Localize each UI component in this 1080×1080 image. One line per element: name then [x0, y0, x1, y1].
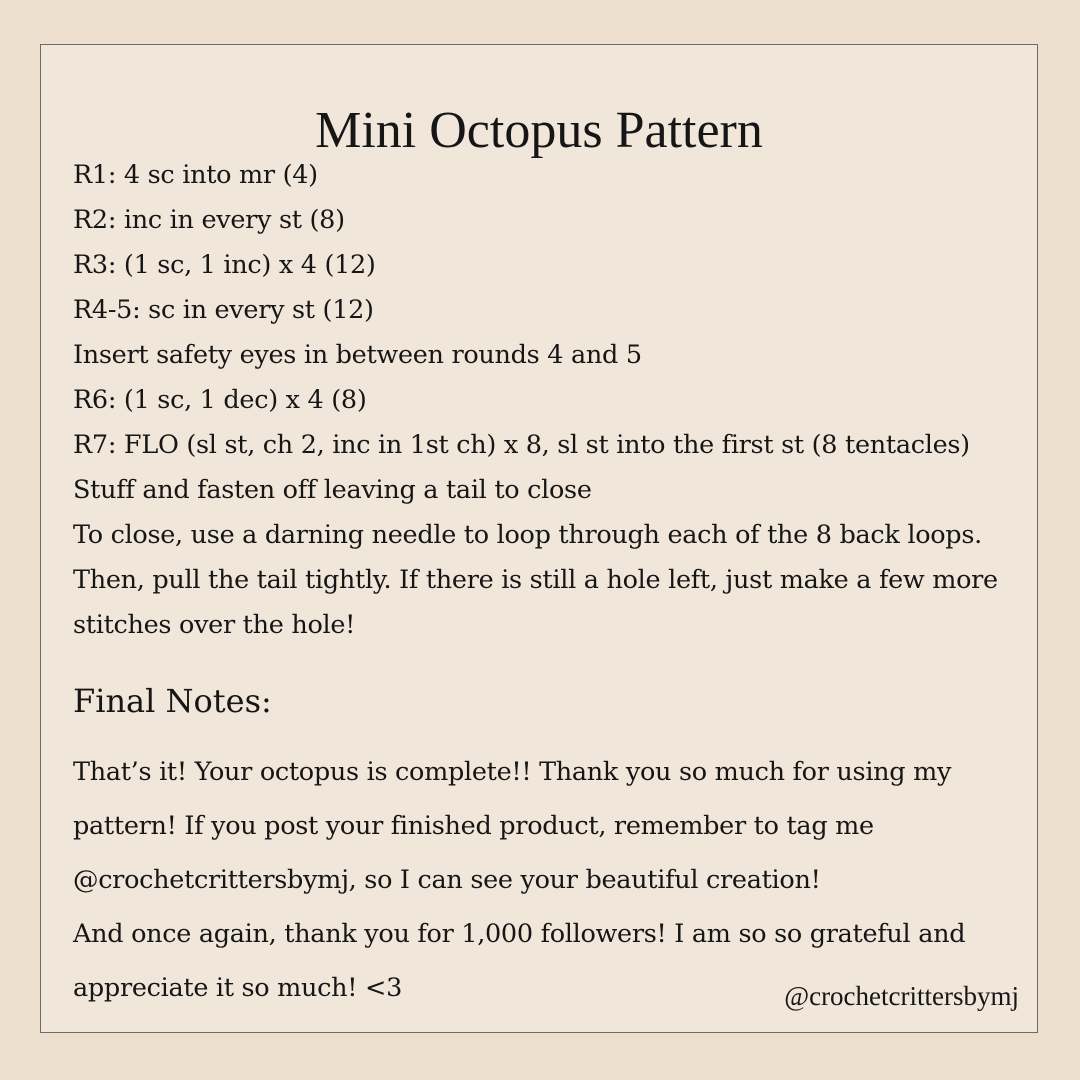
pattern-card: [40, 44, 1038, 1033]
pattern-step: R1: 4 sc into mr (4): [73, 160, 318, 190]
final-notes-list: [73, 745, 965, 1015]
pattern-step: Stuff and fasten off leaving a tail to close: [73, 475, 592, 505]
pattern-step: R3: (1 sc, 1 inc) x 4 (12): [73, 250, 376, 280]
final-notes-heading: Final Notes:: [73, 682, 272, 720]
pattern-steps-list: [73, 153, 998, 648]
pattern-step: R7: FLO (sl st, ch 2, inc in 1st ch) x 8, sl st into the first st (8 tentacles): [73, 430, 970, 460]
author-handle: @crochetcrittersbymj: [784, 981, 1019, 1011]
final-notes-line: appreciate it so much! <3: [73, 973, 403, 1003]
pattern-step: R6: (1 sc, 1 dec) x 4 (8): [73, 385, 367, 415]
final-notes-line: pattern! If you post your finished product, remember to tag me: [73, 811, 874, 841]
final-notes-line: @crochetcrittersbymj, so I can see your beautiful creation!: [73, 865, 821, 895]
pattern-step: Insert safety eyes in between rounds 4 and 5: [73, 340, 642, 370]
page-title: Mini Octopus Pattern: [315, 102, 763, 159]
final-notes-line: And once again, thank you for 1,000 followers! I am so so grateful and: [73, 919, 966, 949]
pattern-step: R4-5: sc in every st (12): [73, 295, 374, 325]
pattern-step: To close, use a darning needle to loop through each of the 8 back loops.: [73, 520, 982, 550]
pattern-step: R2: inc in every st (8): [73, 205, 345, 235]
pattern-step: Then, pull the tail tightly. If there is still a hole left, just make a few more: [73, 565, 998, 595]
final-notes-line: That’s it! Your octopus is complete!! Thank you so much for using my: [73, 757, 952, 787]
pattern-step: stitches over the hole!: [73, 610, 356, 640]
